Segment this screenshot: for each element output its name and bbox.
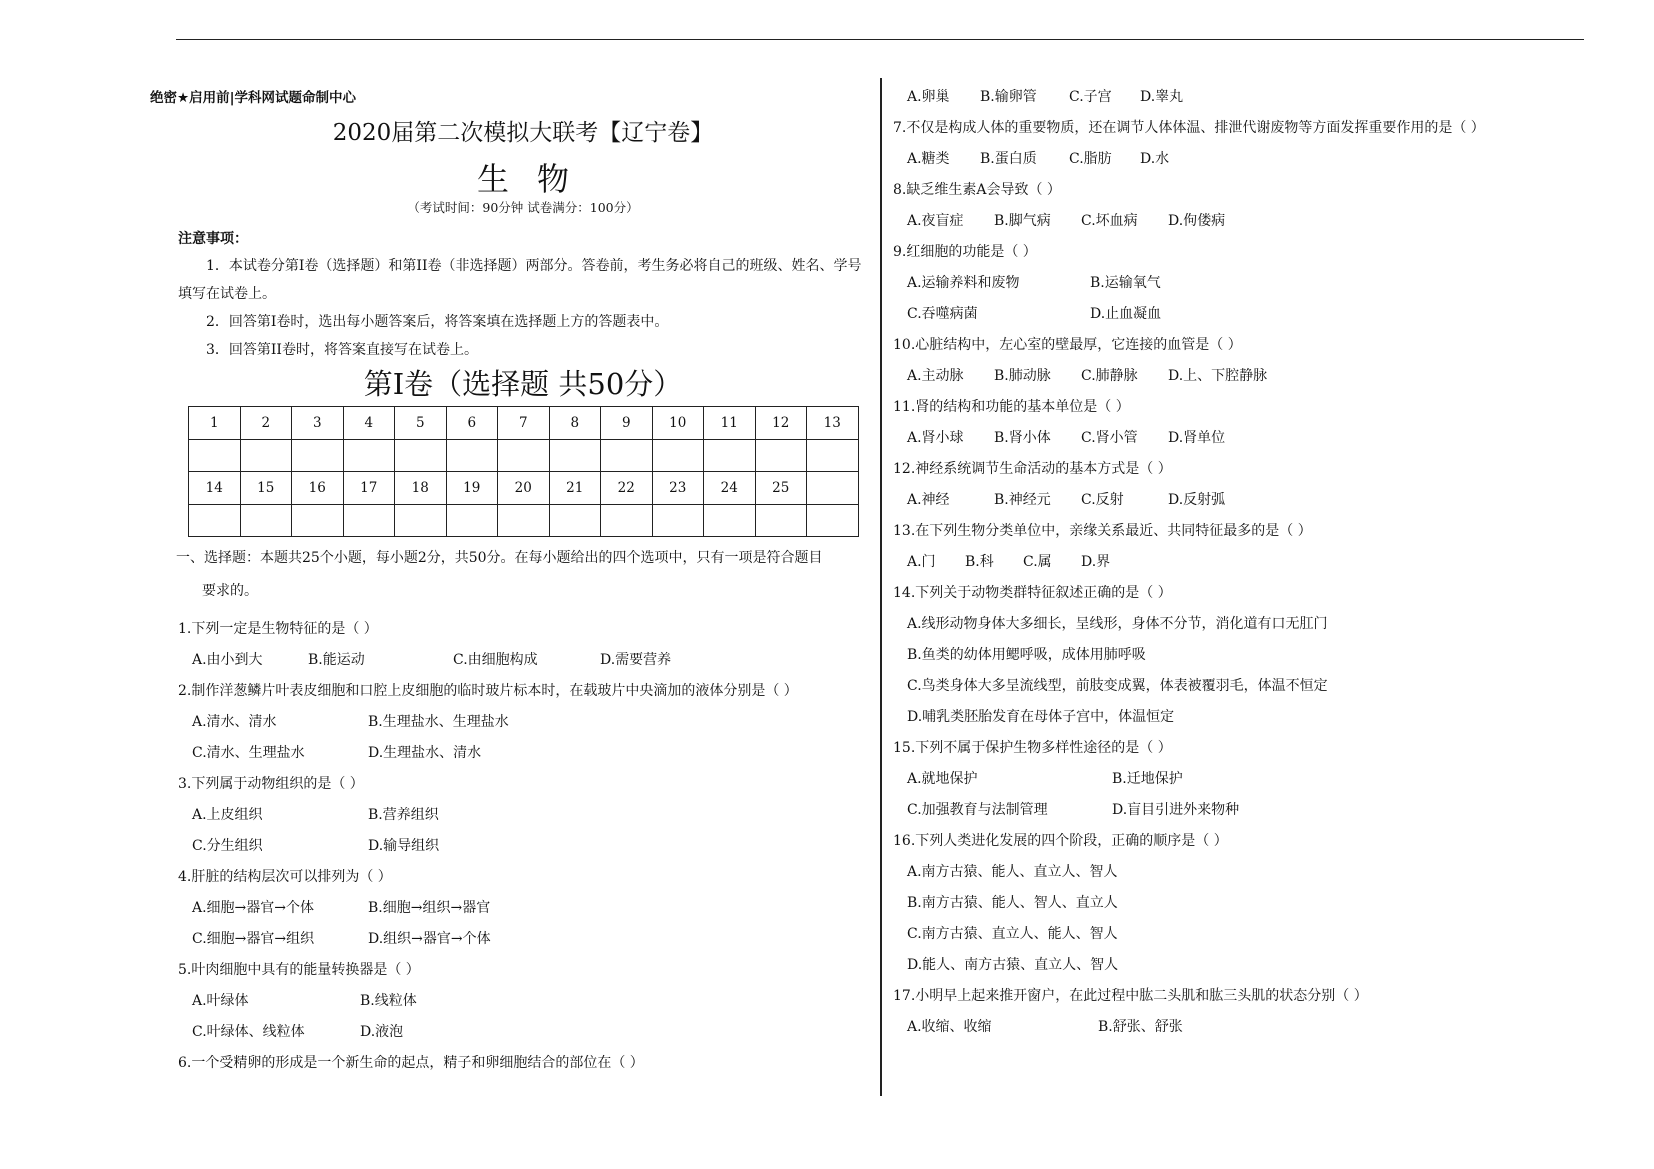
table-cell: 7	[498, 407, 550, 440]
option-b[interactable]: B.迁地保护	[1112, 771, 1183, 787]
table-cell: 18	[395, 472, 447, 505]
answer-cell[interactable]	[292, 504, 344, 537]
table-cell: 19	[446, 472, 498, 505]
option-b[interactable]: B.细胞→组织→器官	[368, 900, 491, 916]
question-stem: 13.在下列生物分类单位中，亲缘关系最近、共同特征最多的是（ ）	[893, 523, 1312, 539]
option-d[interactable]: D.哺乳类胚胎发育在母体子宫中，体温恒定	[907, 709, 1175, 725]
table-cell: 4	[343, 407, 395, 440]
option-c[interactable]: C.子宫	[1069, 89, 1112, 105]
table-cell: 22	[601, 472, 653, 505]
question-stem: 6.一个受精卵的形成是一个新生命的起点，精子和卵细胞结合的部位在（ ）	[178, 1055, 644, 1071]
option-a[interactable]: A.糖类	[907, 151, 950, 167]
notice-title: 注意事项：	[178, 231, 248, 247]
question-stem: 5.叶肉细胞中具有的能量转换器是（ ）	[178, 962, 420, 978]
option-d[interactable]: D.需要营养	[600, 652, 672, 668]
option-d[interactable]: D.止血凝血	[1090, 306, 1162, 322]
option-b[interactable]: B.能运动	[308, 652, 365, 668]
answer-cell[interactable]	[601, 504, 653, 537]
answer-cell[interactable]	[189, 439, 241, 472]
answer-cell[interactable]	[549, 439, 601, 472]
option-c[interactable]: C.吞噬病菌	[907, 306, 978, 322]
table-cell	[807, 472, 859, 505]
option-d[interactable]: D.组织→器官→个体	[368, 931, 491, 947]
table-cell: 16	[292, 472, 344, 505]
question-stem: 4.肝脏的结构层次可以排列为（ ）	[178, 869, 392, 885]
instructions-line: 要求的。	[202, 583, 258, 599]
option-c[interactable]: C.细胞→器官→组织	[192, 931, 315, 947]
table-cell: 14	[189, 472, 241, 505]
option-a[interactable]: A.清水、清水	[192, 714, 277, 730]
answer-cell[interactable]	[755, 439, 807, 472]
option-c[interactable]: C.叶绿体、线粒体	[192, 1024, 305, 1040]
subject-title: 生物	[476, 160, 597, 198]
option-d[interactable]: D.水	[1140, 151, 1170, 167]
question-stem: 1.下列一定是生物特征的是（ ）	[178, 621, 378, 637]
option-a[interactable]: A.就地保护	[907, 771, 978, 787]
option-b[interactable]: B.舒张、舒张	[1098, 1019, 1183, 1035]
option-d[interactable]: D.睾丸	[1140, 89, 1184, 105]
column-divider	[880, 78, 882, 1096]
table-cell: 25	[755, 472, 807, 505]
option-a[interactable]: A.由小到大	[192, 652, 263, 668]
option-c[interactable]: C.加强教育与法制管理	[907, 802, 1048, 818]
table-cell: 15	[240, 472, 292, 505]
option-a[interactable]: A.卵巢	[907, 89, 950, 105]
option-a[interactable]: A.线形动物身体大多细长，呈线形，身体不分节，消化道有口无肛门	[907, 616, 1328, 632]
question-stem: 12.神经系统调节生命活动的基本方式是（ ）	[893, 461, 1172, 477]
table-cell: 20	[498, 472, 550, 505]
option-a[interactable]: A.叶绿体	[192, 993, 249, 1009]
option-a[interactable]: A.细胞→器官→个体	[192, 900, 315, 916]
option-b[interactable]: B.线粒体	[360, 993, 417, 1009]
option-c[interactable]: C.分生组织	[192, 838, 263, 854]
option-b[interactable]: B.南方古猿、能人、智人、直立人	[907, 895, 1118, 911]
option-b[interactable]: B.科	[965, 554, 994, 570]
option-d[interactable]: D.界	[1081, 554, 1111, 570]
exam-duration: （考试时间：90分钟 试卷满分：100分）	[407, 200, 639, 215]
option-c[interactable]: C.由细胞构成	[453, 652, 538, 668]
answer-cell[interactable]	[755, 504, 807, 537]
answer-cell[interactable]	[498, 504, 550, 537]
answer-cell[interactable]	[652, 439, 704, 472]
table-cell: 23	[652, 472, 704, 505]
answer-cell[interactable]	[395, 504, 447, 537]
table-cell: 6	[446, 407, 498, 440]
section-instructions	[176, 542, 866, 608]
answer-cell[interactable]	[446, 439, 498, 472]
option-b[interactable]: B.生理盐水、生理盐水	[368, 714, 509, 730]
notice-item: 3．回答第II卷时，将答案直接写在试卷上。	[206, 342, 478, 358]
option-c[interactable]: C.属	[1023, 554, 1052, 570]
question-stem: 7.不仅是构成人体的重要物质，还在调节人体体温、排泄代谢废物等方面发挥重要作用的是（ ）	[893, 120, 1485, 136]
answer-cell[interactable]	[395, 439, 447, 472]
answer-table-number-row	[189, 407, 859, 440]
notice-item: 2．回答第I卷时，选出每小题答案后，将答案填在选择题上方的答题表中。	[206, 314, 669, 330]
option-d[interactable]: D.肾单位	[1168, 430, 1226, 446]
answer-cell[interactable]	[549, 504, 601, 537]
question-stem: 8.缺乏维生素A会导致（ ）	[893, 182, 1061, 198]
table-cell: 11	[704, 407, 756, 440]
table-cell: 5	[395, 407, 447, 440]
answer-table-blank-row	[189, 504, 859, 537]
instructions-line: 一、选择题：本题共25个小题，每小题2分，共50分。在每小题给出的四个选项中，只有一项是符合题目	[176, 550, 823, 566]
option-c[interactable]: C.坏血病	[1081, 213, 1138, 229]
table-cell: 13	[807, 407, 859, 440]
answer-cell[interactable]	[240, 439, 292, 472]
option-c[interactable]: C.鸟类身体大多呈流线型，前肢变成翼，体表被覆羽毛，体温不恒定	[907, 678, 1328, 694]
table-cell: 12	[755, 407, 807, 440]
option-a[interactable]: A.神经	[907, 492, 950, 508]
answer-cell[interactable]	[189, 504, 241, 537]
header-rule	[176, 39, 1584, 40]
option-b[interactable]: B.肺动脉	[994, 368, 1051, 384]
notice-item: 1．本试卷分第I卷（选择题）和第II卷（非选择题）两部分。答卷前，考生务必将自己的班级、姓名、学号填写在试卷上。	[178, 258, 862, 302]
table-cell: 24	[704, 472, 756, 505]
option-d[interactable]: D.输导组织	[368, 838, 440, 854]
option-a[interactable]: A.上皮组织	[192, 807, 263, 823]
exam-title: 2020届第二次模拟大联考【辽宁卷】	[332, 120, 714, 146]
option-a[interactable]: A.门	[907, 554, 936, 570]
option-d[interactable]: D.反射弧	[1168, 492, 1226, 508]
option-b[interactable]: B.蛋白质	[980, 151, 1037, 167]
option-d[interactable]: D.上、下腔静脉	[1168, 368, 1268, 384]
question-stem: 10.心脏结构中，左心室的壁最厚，它连接的血管是（ ）	[893, 337, 1242, 353]
table-cell: 1	[189, 407, 241, 440]
table-cell: 8	[549, 407, 601, 440]
option-b[interactable]: B.营养组织	[368, 807, 439, 823]
answer-cell[interactable]	[292, 439, 344, 472]
table-cell: 9	[601, 407, 653, 440]
answer-cell[interactable]	[704, 504, 756, 537]
answer-cell[interactable]	[343, 504, 395, 537]
section-title: 第I卷（选择题 共50分）	[363, 367, 683, 401]
option-a[interactable]: A.运输养料和废物	[907, 275, 1020, 291]
answer-cell[interactable]	[343, 439, 395, 472]
table-cell: 10	[652, 407, 704, 440]
option-c[interactable]: C.南方古猿、直立人、能人、智人	[907, 926, 1118, 942]
option-b[interactable]: B.脚气病	[994, 213, 1051, 229]
table-cell: 21	[549, 472, 601, 505]
answer-cell[interactable]	[704, 439, 756, 472]
option-d[interactable]: D.生理盐水、清水	[368, 745, 482, 761]
option-c[interactable]: C.清水、生理盐水	[192, 745, 305, 761]
table-cell: 3	[292, 407, 344, 440]
option-a[interactable]: A.主动脉	[907, 368, 964, 384]
option-c[interactable]: C.肾小管	[1081, 430, 1138, 446]
answer-cell[interactable]	[240, 504, 292, 537]
question-stem: 2.制作洋葱鳞片叶表皮细胞和口腔上皮细胞的临时玻片标本时，在载玻片中央滴加的液体分别是（ ）	[178, 683, 798, 699]
option-d[interactable]: D.液泡	[360, 1024, 404, 1040]
answer-table-number-row	[189, 472, 859, 505]
answer-cell[interactable]	[601, 439, 653, 472]
option-c[interactable]: C.肺静脉	[1081, 368, 1138, 384]
option-a[interactable]: A.南方古猿、能人、直立人、智人	[907, 864, 1118, 880]
answer-table	[188, 406, 859, 537]
option-d[interactable]: D.能人、南方古猿、直立人、智人	[907, 957, 1119, 973]
option-d[interactable]: D.佝偻病	[1168, 213, 1226, 229]
question-stem: 14.下列关于动物类群特征叙述正确的是（ ）	[893, 585, 1172, 601]
option-b[interactable]: B.鱼类的幼体用鳃呼吸，成体用肺呼吸	[907, 647, 1146, 663]
option-a[interactable]: A.肾小球	[907, 430, 964, 446]
answer-cell[interactable]	[807, 504, 859, 537]
option-b[interactable]: B.运输氧气	[1090, 275, 1161, 291]
answer-cell[interactable]	[498, 439, 550, 472]
answer-cell[interactable]	[652, 504, 704, 537]
question-stem: 3.下列属于动物组织的是（ ）	[178, 776, 364, 792]
option-b[interactable]: B.输卵管	[980, 89, 1037, 105]
option-c[interactable]: C.反射	[1081, 492, 1124, 508]
answer-table-blank-row	[189, 439, 859, 472]
option-b[interactable]: B.肾小体	[994, 430, 1051, 446]
question-stem: 16.下列人类进化发展的四个阶段，正确的顺序是（ ）	[893, 833, 1228, 849]
table-cell: 2	[240, 407, 292, 440]
option-b[interactable]: B.神经元	[994, 492, 1051, 508]
option-a[interactable]: A.夜盲症	[907, 213, 964, 229]
question-stem: 17.小明早上起来推开窗户，在此过程中肱二头肌和肱三头肌的状态分别（ ）	[893, 988, 1368, 1004]
table-cell: 17	[343, 472, 395, 505]
question-stem: 11.肾的结构和功能的基本单位是（ ）	[893, 399, 1130, 415]
secret-label: 绝密★启用前|学科网试题命制中心	[150, 90, 357, 106]
question-stem: 15.下列不属于保护生物多样性途径的是（ ）	[893, 740, 1172, 756]
answer-cell[interactable]	[446, 504, 498, 537]
option-d[interactable]: D.盲目引进外来物种	[1112, 802, 1240, 818]
option-c[interactable]: C.脂肪	[1069, 151, 1112, 167]
answer-cell[interactable]	[807, 439, 859, 472]
option-a[interactable]: A.收缩、收缩	[907, 1019, 992, 1035]
question-stem: 9.红细胞的功能是（ ）	[893, 244, 1037, 260]
